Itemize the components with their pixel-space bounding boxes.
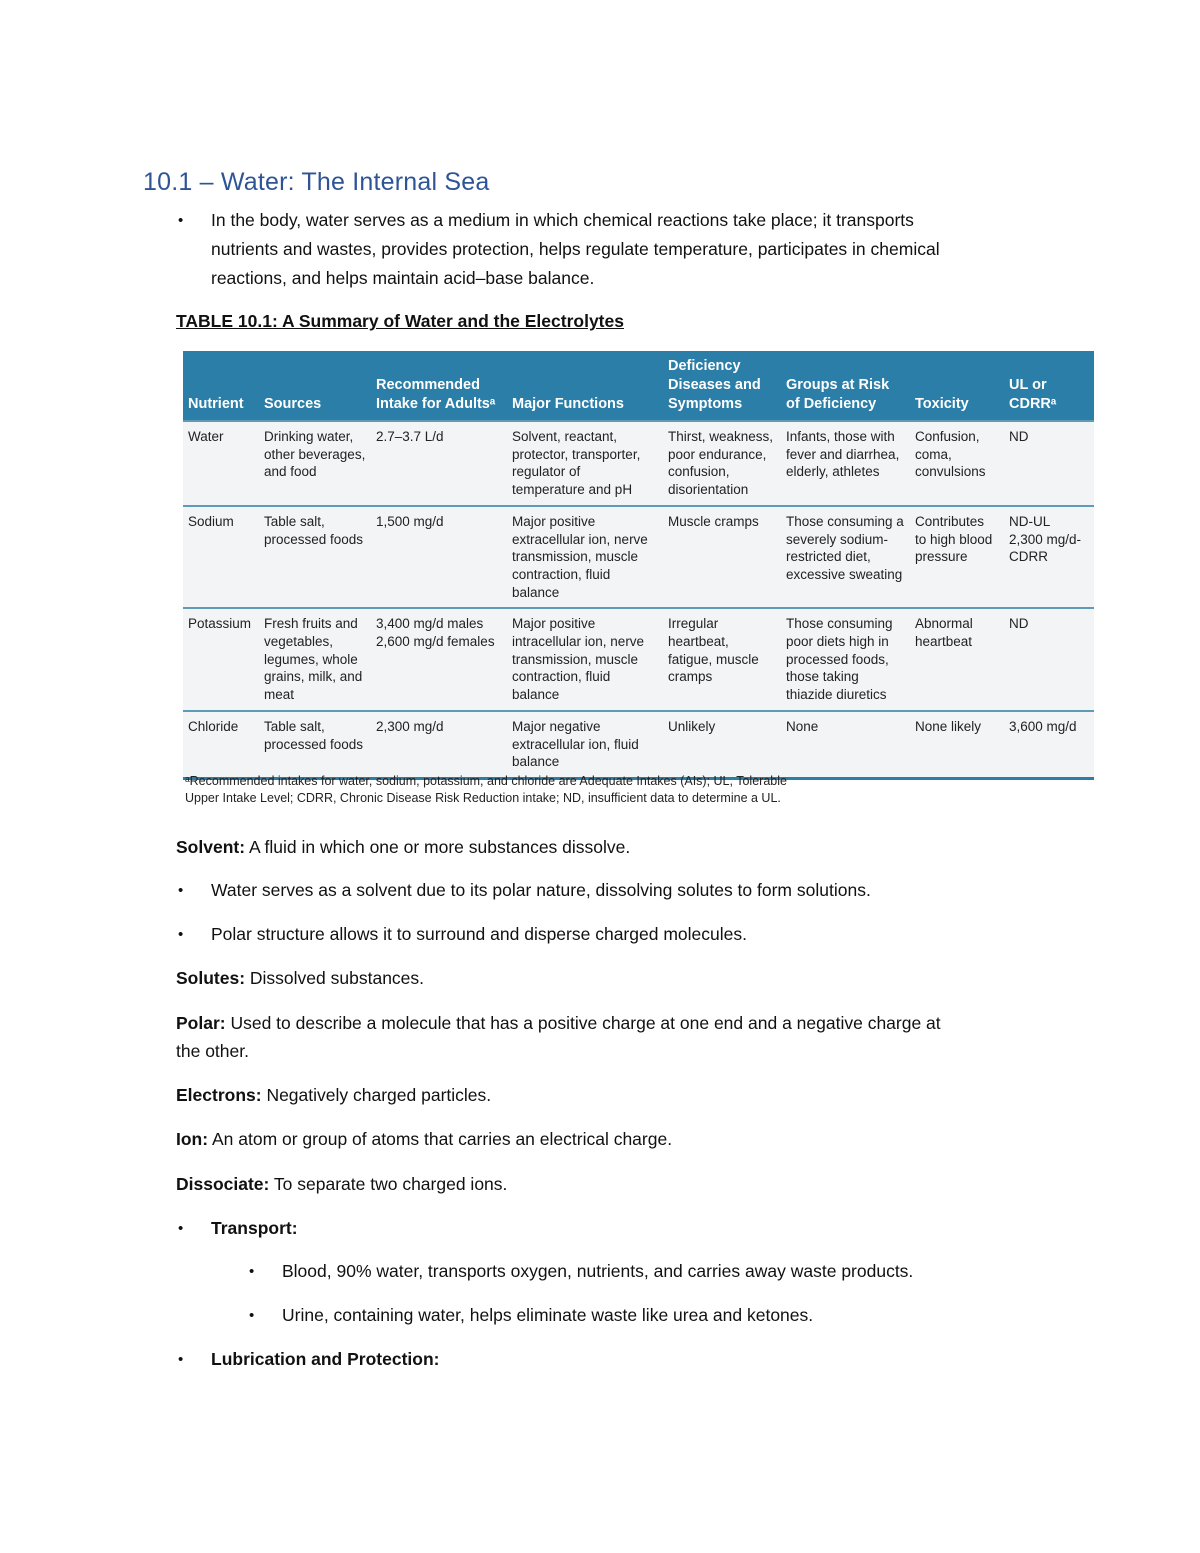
table-title: TABLE 10.1: A Summary of Water and the Electrolytes xyxy=(176,311,624,331)
cell-text-line: other beverages, xyxy=(264,446,366,462)
definition-solvent xyxy=(176,833,630,861)
cell-text-line: None xyxy=(786,718,819,734)
header-text-line: Symptoms xyxy=(668,396,743,412)
cell-text-line: extracellular ion, fluid xyxy=(512,736,639,752)
table-header-cell xyxy=(781,351,910,421)
table-cell xyxy=(663,608,781,711)
term-polar: Polar: xyxy=(176,1013,226,1033)
header-text-line: Groups at Risk xyxy=(786,377,890,393)
cell-text-line: convulsions xyxy=(915,464,986,480)
intro-line: nutrients and wastes, provides protection, helps regulate temperature, participates in chemical xyxy=(211,239,940,259)
table-cell xyxy=(183,711,259,779)
cell-text-line: pressure xyxy=(915,549,968,565)
table-cell xyxy=(663,506,781,609)
cell-text-line: processed foods, xyxy=(786,651,889,667)
cell-text-line: CDRR xyxy=(1009,549,1048,565)
cell-text-line: heartbeat, xyxy=(668,634,729,650)
def-ion: An atom or group of atoms that carries an electrical charge. xyxy=(208,1129,673,1149)
cell-text-line: contraction, fluid xyxy=(512,669,611,685)
section-heading: 10.1 – Water: The Internal Sea xyxy=(143,168,490,196)
header-text-line: Intake for Adultsᵃ xyxy=(376,396,496,412)
bullet-text: Water serves as a solvent due to its polar nature, dissolving solutes to form solutions. xyxy=(211,880,871,900)
cell-text-line: Those consuming a xyxy=(786,513,904,529)
table-cell xyxy=(259,421,371,506)
header-text-line: Toxicity xyxy=(915,396,969,412)
cell-text-line: None likely xyxy=(915,718,982,734)
table-header-cell xyxy=(371,351,507,421)
transport-sub-bullet-1 xyxy=(249,1257,914,1286)
term-electrons: Electrons: xyxy=(176,1085,262,1105)
cell-text-line: to high blood xyxy=(915,531,993,547)
table-cell xyxy=(663,711,781,779)
table-cell xyxy=(259,608,371,711)
term-solvent: Solvent: xyxy=(176,837,246,857)
intro-line: In the body, water serves as a medium in which chemical reactions take place; it transports xyxy=(211,210,914,230)
table-cell xyxy=(371,421,507,506)
cell-text-line: Irregular xyxy=(668,616,719,632)
cell-text-line: protector, transporter, xyxy=(512,446,641,462)
cell-text-line: 2,300 mg/d- xyxy=(1009,531,1082,547)
cell-text-line: processed foods xyxy=(264,736,364,752)
footnote-line: ᵃRecommended intakes for water, sodium, potassium, and chloride are Adequate Intakes (AIs); UL, Tolerable xyxy=(185,774,787,788)
bullet-text: Urine, containing water, helps eliminate waste like urea and ketones. xyxy=(282,1305,814,1325)
cell-text-line: Infants, those with xyxy=(786,429,895,444)
cell-text-line: ND-UL xyxy=(1009,513,1051,529)
table-header-cell xyxy=(259,351,371,421)
cell-text-line: extracellular ion, nerve xyxy=(512,531,648,547)
cell-text-line: thiazide diuretics xyxy=(786,687,887,703)
cell-text-line: 2,300 mg/d xyxy=(376,718,444,734)
def-polar-line: Used to describe a molecule that has a positive charge at one end and a negative charge at xyxy=(225,1013,941,1033)
cell-text-line: cramps xyxy=(668,669,713,685)
table-cell xyxy=(1004,421,1094,506)
lubrication-bullet xyxy=(178,1345,440,1374)
table-cell xyxy=(507,506,663,609)
header-text-line: Recommended xyxy=(376,377,480,393)
cell-text-line: Thirst, weakness, xyxy=(668,429,774,444)
term-dissociate: Dissociate: xyxy=(176,1174,270,1194)
intro-bullet xyxy=(178,206,1091,293)
bullet-dot: • xyxy=(178,212,184,229)
footnote-line: Upper Intake Level; CDRR, Chronic Disease Risk Reduction intake; ND, insufficient data to determine a UL. xyxy=(185,791,781,805)
cell-text-line: Fresh fruits and xyxy=(264,616,358,632)
table-cell xyxy=(1004,608,1094,711)
bullet-dot: • xyxy=(178,882,184,899)
transport-bullet xyxy=(178,1214,298,1243)
table-cell xyxy=(781,421,910,506)
cell-text-line: Major positive xyxy=(512,513,596,529)
def-electrons: Negatively charged particles. xyxy=(261,1085,492,1105)
solvent-bullet-1 xyxy=(178,876,871,905)
def-polar-line: the other. xyxy=(176,1041,249,1061)
definition-ion xyxy=(176,1125,672,1153)
term-solutes: Solutes: xyxy=(176,968,246,988)
cell-text-line: meat xyxy=(264,687,295,703)
cell-text-line: 2.7–3.7 L/d xyxy=(376,429,444,444)
cell-text-line: Drinking water, xyxy=(264,429,354,444)
cell-text-line: 1,500 mg/d xyxy=(376,513,444,529)
def-dissociate: To separate two charged ions. xyxy=(269,1174,508,1194)
cell-text-line: coma, xyxy=(915,446,952,462)
cell-text-line: poor diets high in xyxy=(786,634,889,650)
cell-text-line: transmission, muscle xyxy=(512,651,639,667)
definition-polar xyxy=(176,1009,1056,1065)
cell-text-line: transmission, muscle xyxy=(512,549,639,565)
cell-text-line: Table salt, xyxy=(264,513,325,529)
table-cell xyxy=(910,608,1004,711)
table-cell xyxy=(1004,711,1094,779)
def-solvent: A fluid in which one or more substances dissolve. xyxy=(245,837,631,857)
table-cell xyxy=(259,711,371,779)
table-footnote xyxy=(185,773,885,807)
intro-line: reactions, and helps maintain acid–base balance. xyxy=(211,268,595,288)
cell-text-line: Contributes xyxy=(915,513,985,529)
table-cell xyxy=(781,506,910,609)
cell-text-line: Chloride xyxy=(188,718,239,734)
table-cell xyxy=(507,711,663,779)
definition-solutes xyxy=(176,964,424,992)
table-header-row xyxy=(183,351,1094,421)
cell-text-line: Unlikely xyxy=(668,718,716,734)
cell-text-line: fatigue, muscle xyxy=(668,651,759,667)
cell-text-line: those taking xyxy=(786,669,859,685)
cell-text-line: Solvent, reactant, xyxy=(512,429,618,444)
table-row xyxy=(183,421,1094,506)
cell-text-line: balance xyxy=(512,687,560,703)
cell-text-line: excessive sweating xyxy=(786,566,903,582)
cell-text-line: Table salt, xyxy=(264,718,325,734)
cell-text-line: poor endurance, xyxy=(668,446,767,462)
cell-text-line: vegetables, xyxy=(264,634,334,650)
bullet-dot: • xyxy=(178,1220,184,1237)
term-ion: Ion: xyxy=(176,1129,209,1149)
bullet-text: Blood, 90% water, transports oxygen, nutrients, and carries away waste products. xyxy=(282,1261,914,1281)
cell-text-line: balance xyxy=(512,584,560,600)
table-cell xyxy=(1004,506,1094,609)
table-cell xyxy=(183,421,259,506)
table-cell xyxy=(183,506,259,609)
table-cell xyxy=(781,711,910,779)
definition-electrons xyxy=(176,1081,491,1109)
cell-text-line: Major positive xyxy=(512,616,596,632)
cell-text-line: ND xyxy=(1009,616,1029,632)
header-text-line: Deficiency xyxy=(668,358,741,374)
table-cell xyxy=(910,506,1004,609)
cell-text-line: and food xyxy=(264,464,317,480)
cell-text-line: legumes, whole xyxy=(264,651,358,667)
cell-text-line: heartbeat xyxy=(915,634,973,650)
cell-text-line: severely sodium- xyxy=(786,531,889,547)
header-text-line: UL or xyxy=(1009,377,1047,393)
table-cell xyxy=(183,608,259,711)
cell-text-line: Abnormal xyxy=(915,616,973,632)
table-cell xyxy=(507,608,663,711)
table-row xyxy=(183,506,1094,609)
table-cell xyxy=(371,608,507,711)
cell-text-line: 2,600 mg/d females xyxy=(376,634,495,650)
definition-dissociate xyxy=(176,1170,507,1198)
cell-text-line: balance xyxy=(512,754,560,770)
header-text-line: Sources xyxy=(264,396,322,412)
cell-text-line: temperature and pH xyxy=(512,482,633,498)
cell-text-line: confusion, xyxy=(668,464,730,480)
table-row xyxy=(183,711,1094,779)
table-header-cell xyxy=(183,351,259,421)
table-cell xyxy=(781,608,910,711)
bullet-dot: • xyxy=(249,1307,255,1324)
cell-text-line: regulator of xyxy=(512,464,581,480)
transport-sub-bullet-2 xyxy=(249,1301,814,1330)
table-header-cell xyxy=(507,351,663,421)
header-text-line: Nutrient xyxy=(188,396,244,412)
cell-text-line: Sodium xyxy=(188,513,234,529)
table-row xyxy=(183,608,1094,711)
header-text-line: Diseases and xyxy=(668,377,761,393)
cell-text-line: grains, milk, and xyxy=(264,669,363,685)
bullet-dot: • xyxy=(178,1351,184,1368)
transport-label: Transport: xyxy=(211,1218,298,1238)
cell-text-line: disorientation xyxy=(668,482,749,498)
cell-text-line: elderly, athletes xyxy=(786,464,880,480)
def-solutes: Dissolved substances. xyxy=(245,968,425,988)
cell-text-line: ND xyxy=(1009,429,1029,444)
table-header-cell xyxy=(663,351,781,421)
header-text-line: CDRRᵃ xyxy=(1009,396,1057,412)
bullet-text: Polar structure allows it to surround and disperse charged molecules. xyxy=(211,924,747,944)
cell-text-line: 3,600 mg/d xyxy=(1009,718,1077,734)
cell-text-line: Muscle cramps xyxy=(668,513,759,529)
header-text-line: of Deficiency xyxy=(786,396,877,412)
table-cell xyxy=(663,421,781,506)
bullet-dot: • xyxy=(178,926,184,943)
table-cell xyxy=(371,711,507,779)
cell-text-line: Those consuming xyxy=(786,616,893,632)
lubrication-label: Lubrication and Protection: xyxy=(211,1349,440,1369)
cell-text-line: Confusion, xyxy=(915,429,980,444)
cell-text-line: fever and diarrhea, xyxy=(786,446,900,462)
cell-text-line: Water xyxy=(188,429,224,444)
table-cell xyxy=(371,506,507,609)
solvent-bullet-2 xyxy=(178,920,747,949)
table-header-cell xyxy=(1004,351,1094,421)
table-header-cell xyxy=(910,351,1004,421)
cell-text-line: 3,400 mg/d males xyxy=(376,616,484,632)
cell-text-line: processed foods xyxy=(264,531,364,547)
table-cell xyxy=(507,421,663,506)
table-cell xyxy=(259,506,371,609)
summary-table xyxy=(183,351,1094,780)
table-cell xyxy=(910,421,1004,506)
table-cell xyxy=(910,711,1004,779)
cell-text-line: Major negative xyxy=(512,718,601,734)
bullet-dot: • xyxy=(249,1263,255,1280)
cell-text-line: restricted diet, xyxy=(786,549,871,565)
header-text-line: Major Functions xyxy=(512,396,624,412)
cell-text-line: contraction, fluid xyxy=(512,566,611,582)
cell-text-line: intracellular ion, nerve xyxy=(512,634,645,650)
cell-text-line: Potassium xyxy=(188,616,252,632)
